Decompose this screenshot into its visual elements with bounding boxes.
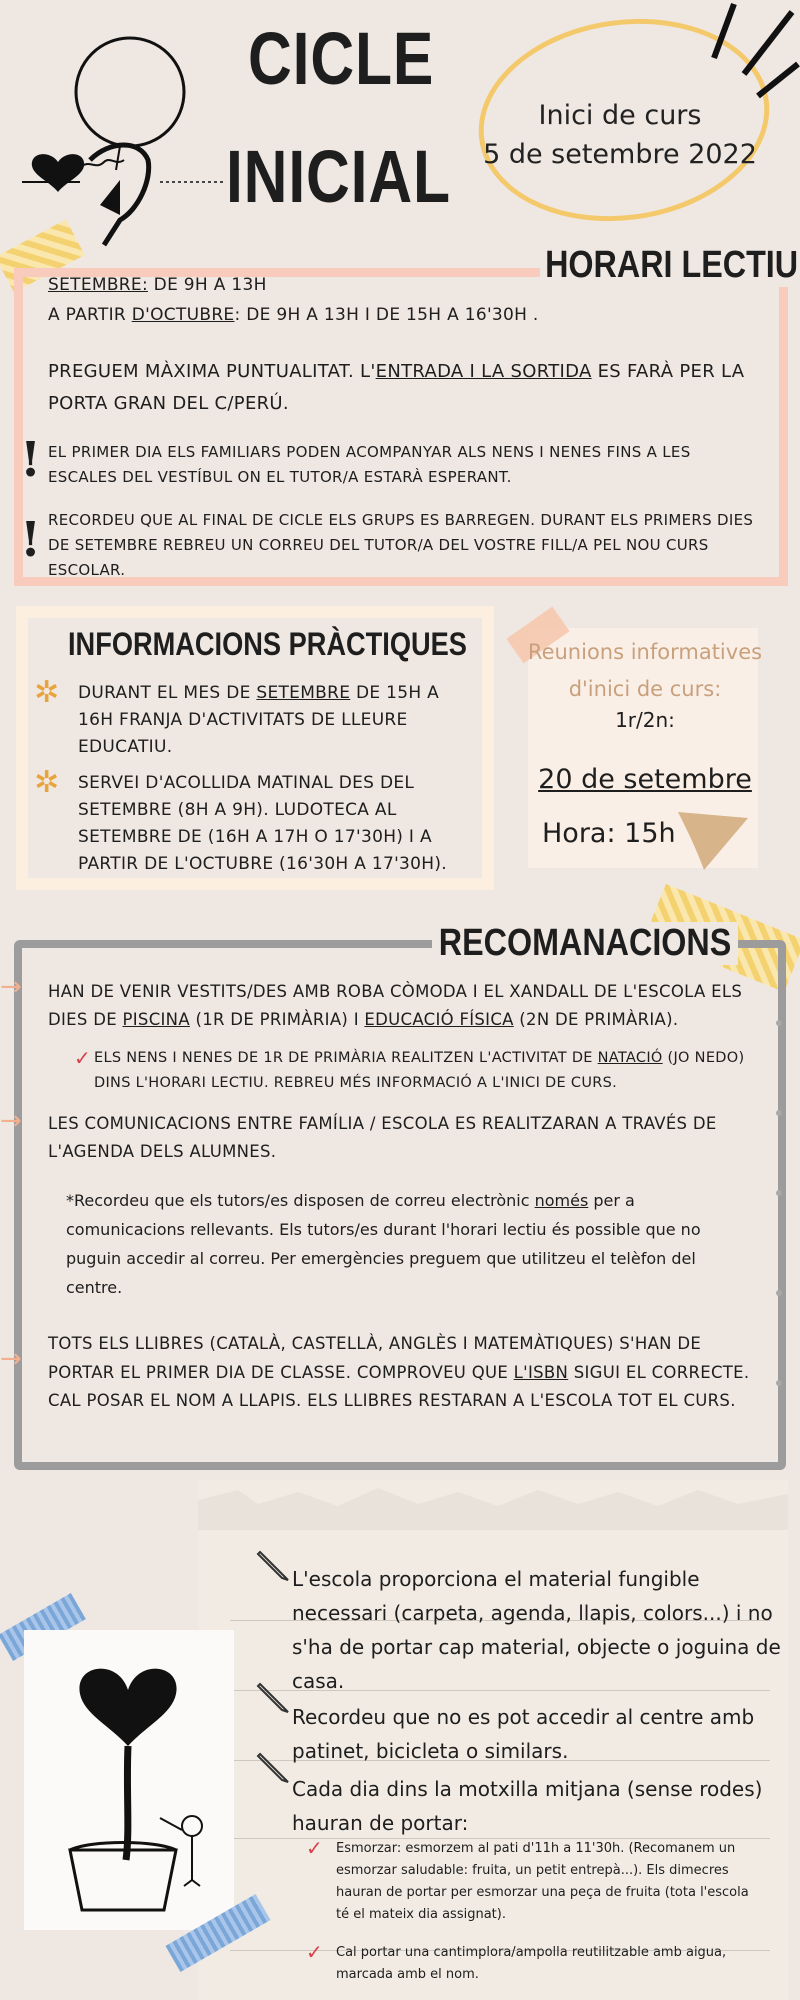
recom-heading: RECOMANACIONS [432,922,738,965]
clothing-suffix: (2N DE PRIMÀRIA). [513,1010,679,1029]
water-bottle-note: Cal portar una cantimplora/ampolla reutilitzable amb aigua, marcada amb el nom. [336,1945,727,1982]
start-date: 5 de setembre 2022 [483,139,757,171]
arrow-icon: → [0,1106,22,1136]
clothing-mid: (1R DE PRIMÀRIA) I [189,1010,365,1029]
punctuality-text [48,356,770,420]
recom-email-note [66,1186,732,1302]
burst-lines-decoration [700,0,800,110]
swimming-suffix: (JO NEDO) DINS L'HORARI LECTIU. REBREU MÉS INFORMACIÓ A L'INICI DE CURS. [94,1050,745,1091]
horari-october [48,302,768,329]
recom-swimming [94,1046,754,1096]
meetings-course: 1r/2n: [615,708,675,732]
recom-clothing [48,978,770,1034]
september-label: SETEMBRE: [48,275,148,295]
star-icon: ✲ [34,675,60,710]
vehicles-note: Recordeu que no es pot accedir al centre amb patinet, bicicleta o similars. [292,1705,755,1763]
swimming-prefix: ELS NENS I NENES DE 1R DE PRIMÀRIA REALITZEN L'ACTIVITAT DE [94,1050,598,1066]
pencil-icon [254,1546,290,1582]
margin-dot [776,1290,782,1296]
meetings-date: 20 de setembre [538,764,752,795]
meetings-title: Reunions informatives d'inici de curs: [527,640,763,701]
recom-books [48,1330,760,1416]
october-prefix: A PARTIR [48,305,132,325]
exclamation-icon: ! [20,432,42,488]
punctuality-prefix: PREGUEM MÀXIMA PUNTUALITAT. L' [48,361,376,382]
margin-dot [776,1380,782,1386]
arrow-icon: → [0,972,22,1002]
check-icon: ✓ [74,1046,91,1070]
info-heading: INFORMACIONS PRÀCTIQUES [68,626,467,662]
october-label: D'OCTUBRE [131,305,235,325]
pool-label: PISCINA [122,1010,190,1029]
pencil-icon [254,1678,290,1714]
meetings-hour: Hora: 15h [542,818,676,849]
margin-dot [776,1190,782,1196]
swimming-label: NATACIÓ [597,1050,663,1066]
email-note-prefix: *Recordeu que els tutors/es disposen de correu electrònic [66,1191,535,1210]
arrow-icon: → [0,1344,22,1374]
september-hours: DE 9H A 13H [147,275,267,295]
clothing-prefix: HAN DE VENIR VESTITS/DES AMB ROBA CÒMODA I EL XANDALL DE L'ESCOLA ELS DIES DE [48,982,743,1029]
isbn-label: L'ISBN [513,1362,569,1382]
heart-plant-illustration [40,1650,230,1920]
margin-dot [776,1020,782,1026]
backpack-note: Cada dia dins la motxilla mitjana (sense rodes) hauran de portar: [292,1777,763,1835]
books-suffix: SIGUI EL CORRECTE. CAL POSAR EL NOM A LLAPIS. ELS LLIBRES RESTARAN A L'ESCOLA TOT EL CURS. [48,1362,750,1410]
breakfast-note: Esmorzar: esmorzem al pati d'11h a 11'30h. (Recomanem un esmorzar saludable: fruita, un petit entrepà...). Els dimecres hauran de portar per esmorzar una peça de fruita (tota l'escola té el mateix dia assignat). [336,1841,749,1922]
pe-label: EDUCACIÓ FÍSICA [364,1010,514,1029]
activities-suffix: DE 15H A 16H FRANJA D'ACTIVITATS DE LLEURE EDUCATIU. [78,683,440,757]
material-note: L'escola proporciona el material fungible necessari (carpeta, agenda, llapis, colors...) i no s'ha de portar cap material, objecte o joguina de casa. [292,1567,781,1693]
torn-paper-edge [198,1470,788,1530]
heart-balloon-illustration [20,20,230,250]
email-note-only: només [534,1191,589,1210]
groups-note: RECORDEU QUE AL FINAL DE CICLE ELS GRUPS ES BARREGEN. DURANT ELS PRIMERS DIES DE SETEMBRE REBREU UN CORREU DEL TUTOR/A DEL VOSTRE FILL/A PEL NOU CURS ESCOLAR. [48,511,754,579]
info-item-activities [78,680,468,761]
activities-prefix: DURANT EL MES DE [78,683,257,703]
recom-communications: LES COMUNICACIONS ENTRE FAMÍLIA / ESCOLA ES REALITZARAN A TRAVÉS DE L'AGENDA DELS ALUMNES. [48,1114,717,1161]
start-label: Inici de curs [538,100,702,131]
first-day-note: EL PRIMER DIA ELS FAMILIARS PODEN ACOMPANYAR ALS NENS I NENES FINS A LES ESCALES DEL VESTÍBUL ON EL TUTOR/A ESTARÀ ESPERANT. [48,443,691,486]
horari-heading: HORARI LECTIU [540,244,800,287]
activities-month: SETEMBRE [256,683,351,703]
exclamation-icon: ! [20,512,42,568]
title-line-2: INICIAL [226,135,451,218]
pencil-icon [254,1748,290,1784]
margin-dot [776,1110,782,1116]
punctuality-suffix: ES FARÀ PER LA PORTA GRAN DEL C/PERÚ. [48,361,745,414]
info-item-services: SERVEI D'ACOLLIDA MATINAL DES DEL SETEMBRE (8H A 9H). LUDOTECA AL SETEMBRE DE (16H A 17H O 17'30H) I A PARTIR DE L'OCTUBRE (16'30H A 17'30H). [78,773,448,874]
email-note-suffix: per a comunicacions rellevants. Els tutors/es durant l'horari lectiu és possible que no puguin accedir al correu. Per emergències preguem que utilitzeu el telèfon del centre. [66,1191,701,1297]
october-hours: : DE 9H A 13H I DE 15H A 16'30H . [234,305,539,325]
star-icon: ✲ [34,765,60,800]
entrance-exit-label: ENTRADA I LA SORTIDA [375,361,592,382]
title-line-1: CICLE [248,17,435,100]
books-prefix: TOTS ELS LLIBRES (CATALÀ, CASTELLÀ, ANGLÈS I MATEMÀTIQUES) S'HAN DE PORTAR EL PRIMER DIA DE CLASSE. COMPROVEU QUE [48,1334,702,1382]
check-icon: ✓ [306,1836,323,1860]
corner-triangle-decoration [674,808,750,872]
horari-september [48,272,748,299]
check-icon: ✓ [306,1940,323,1964]
